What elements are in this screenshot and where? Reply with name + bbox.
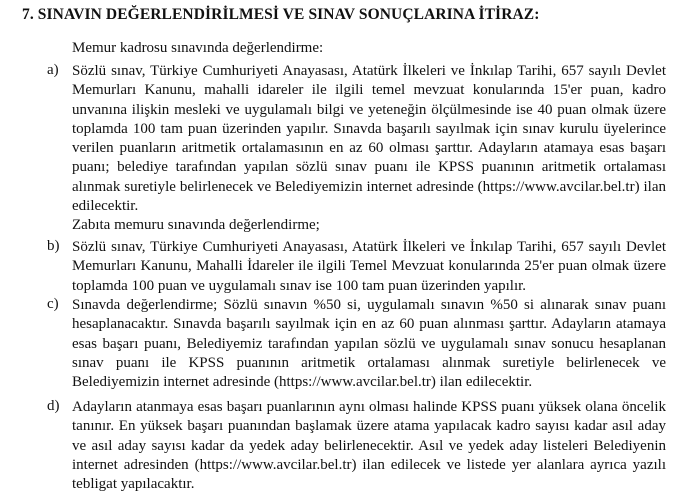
list-marker-a: a) xyxy=(47,62,59,78)
list-text-a: Sözlü sınav, Türkiye Cumhuriyeti Anayasası, Atatürk İlkeleri ve İnkılap Tarihi, 657 sayılı Devlet Memurları Kanunu, mahalli idareler ile ilgili temel mevzuat konularında 15'er puan, kadro unvanına ilişkin mesleki ve uygulamalı bilgi ve yeteneğin ölçülmesinde ise 40 puan olmak üzere toplamda 100 tam puan üzerinden yapılır. Sınavda başarılı sayılmak için sınav kurulu üyelerince verilen puanların aritmetik ortalamasının en az 60 olması şarttır. Adayların atamaya esas başarı puanı; belediye tarafından yapılan sözlü sınav puanı ile KPSS puanının aritmetik ortalaması alınmak suretiyle belirlenecek ve Belediyemizin internet adresinde (https://www.avcilar.bel.tr) ilan edilecektir. xyxy=(72,63,666,215)
section-heading: 7. SINAVIN DEĞERLENDİRİLMESİ VE SINAV SONUÇLARINA İTİRAZ: xyxy=(22,6,540,23)
list-text-d: Adayların atanmaya esas başarı puanlarının aynı olması halinde KPSS puanı yüksek olana öncelik tanınır. En yüksek başarı puanından başlamak üzere atama yapılacak kadro sayısı kadar asıl aday ve asıl aday sayısı kadar da yedek aday belirlenecektir. Asıl ve yedek aday listeleri Belediyenin internet adresinden (https://www.avcilar.bel.tr) ilan edilecek ve listede yer alanlara ayrıca yazılı tebligat yapılacaktır. xyxy=(72,399,666,493)
list-marker-b: b) xyxy=(47,238,60,254)
list-marker-d: d) xyxy=(47,398,60,414)
list-text-c: Sınavda değerlendirme; Sözlü sınavın %50 si, uygulamalı sınavın %50 si alınarak sınav puanı hesaplanacaktır. Sınavda başarılı sayılmak için en az 60 puan alınması şarttır. Adayların atamaya esas başarı puanı, Belediyemiz tarafından yapılan sözlü ve uygulamalı sınav sonucu hesaplanan sınav puanı ile KPSS puanının aritmetik ortalaması alınmak suretiyle belirlenecek ve Belediyemizin internet adresinde (https://www.avcilar.bel.tr) ilan edilecektir. xyxy=(72,297,666,391)
zabita-intro: Zabıta memuru sınavında değerlendirme; xyxy=(72,217,320,233)
list-text-b: Sözlü sınav, Türkiye Cumhuriyeti Anayasası, Atatürk İlkeleri ve İnkılap Tarihi, 657 sayılı Devlet Memurları Kanunu, Mahalli İdareler ile ilgili Temel Mevzuat konularında 25'er puan olmak üzere toplamda 100 puan ve uygulamalı sınav ise 100 tam puan üzerinden yapılır. xyxy=(72,239,666,294)
list-marker-c: c) xyxy=(47,296,59,312)
memur-intro: Memur kadrosu sınavında değerlendirme: xyxy=(72,40,324,56)
